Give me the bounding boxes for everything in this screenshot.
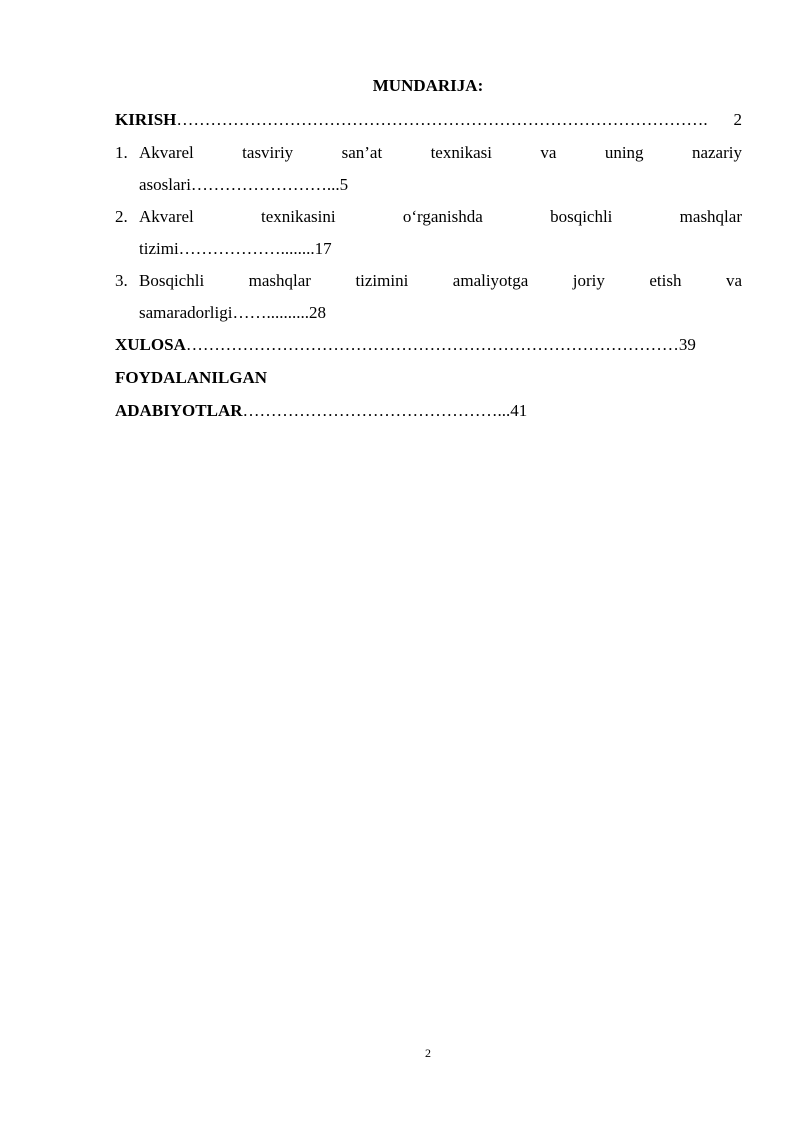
toc-entry-label: XULOSA [115,335,186,354]
toc-entry-second-line: asoslari……………………...5 [139,175,349,194]
page-number: 2 [425,1046,431,1060]
toc-entry-number: 2. [115,207,128,226]
toc-word: Bosqichli [139,271,205,290]
toc-word: nazariy [691,143,742,162]
toc-leader-dots: …………………………………………………………………………… [185,335,679,354]
toc-entry-1 [115,143,742,207]
toc-leader-dots: …………………………………………………………………………………. [176,110,708,129]
toc-word: uning [604,143,644,162]
toc-word: Akvarel [139,143,194,162]
toc-entry-conclusion [115,335,742,368]
toc-leader-dots: ………………………………………... [242,401,511,420]
toc-word: mashqlar [679,207,742,226]
toc-word: amaliyotga [452,271,529,290]
toc-word: texnikasini [261,207,336,226]
toc-word: san’at [341,143,383,162]
toc-entry-second-line: samaradorligi……..........28 [139,303,326,322]
toc-word: va [725,271,742,290]
toc-word: mashqlar [248,271,311,290]
toc-entry-first-line [115,207,742,239]
toc-word: tizimini [355,271,409,290]
toc-page-number: 2 [733,110,742,129]
toc-entry-references-line1: FOYDALANILGAN [115,368,268,387]
toc-entry-3 [115,271,742,335]
toc-page-number: 39 [678,335,696,354]
toc-entry-references [115,401,742,434]
toc-entry-number: 1. [115,143,128,162]
toc-entry-second-line: tizimi………………........17 [139,239,332,258]
toc-entry-first-line [115,271,742,303]
toc-word: Akvarel [139,207,194,226]
toc-word: etish [649,271,682,290]
toc-entry-intro [115,110,742,143]
toc-word: bosqichli [550,207,613,226]
toc-word: joriy [572,271,605,290]
toc-entry-number: 3. [115,271,128,290]
page-title: MUNDARIJA: [372,76,484,95]
table-of-contents [115,110,742,434]
toc-word: o‘rganishda [402,207,483,226]
toc-word: texnikasi [430,143,492,162]
toc-page-number: 41 [510,401,528,420]
toc-entry-2 [115,207,742,271]
toc-entry-label: KIRISH [115,110,177,129]
toc-entry-label: ADABIYOTLAR [115,401,243,420]
toc-entry-first-line [115,143,742,175]
toc-word: tasviriy [242,143,294,162]
toc-word: va [540,143,557,162]
